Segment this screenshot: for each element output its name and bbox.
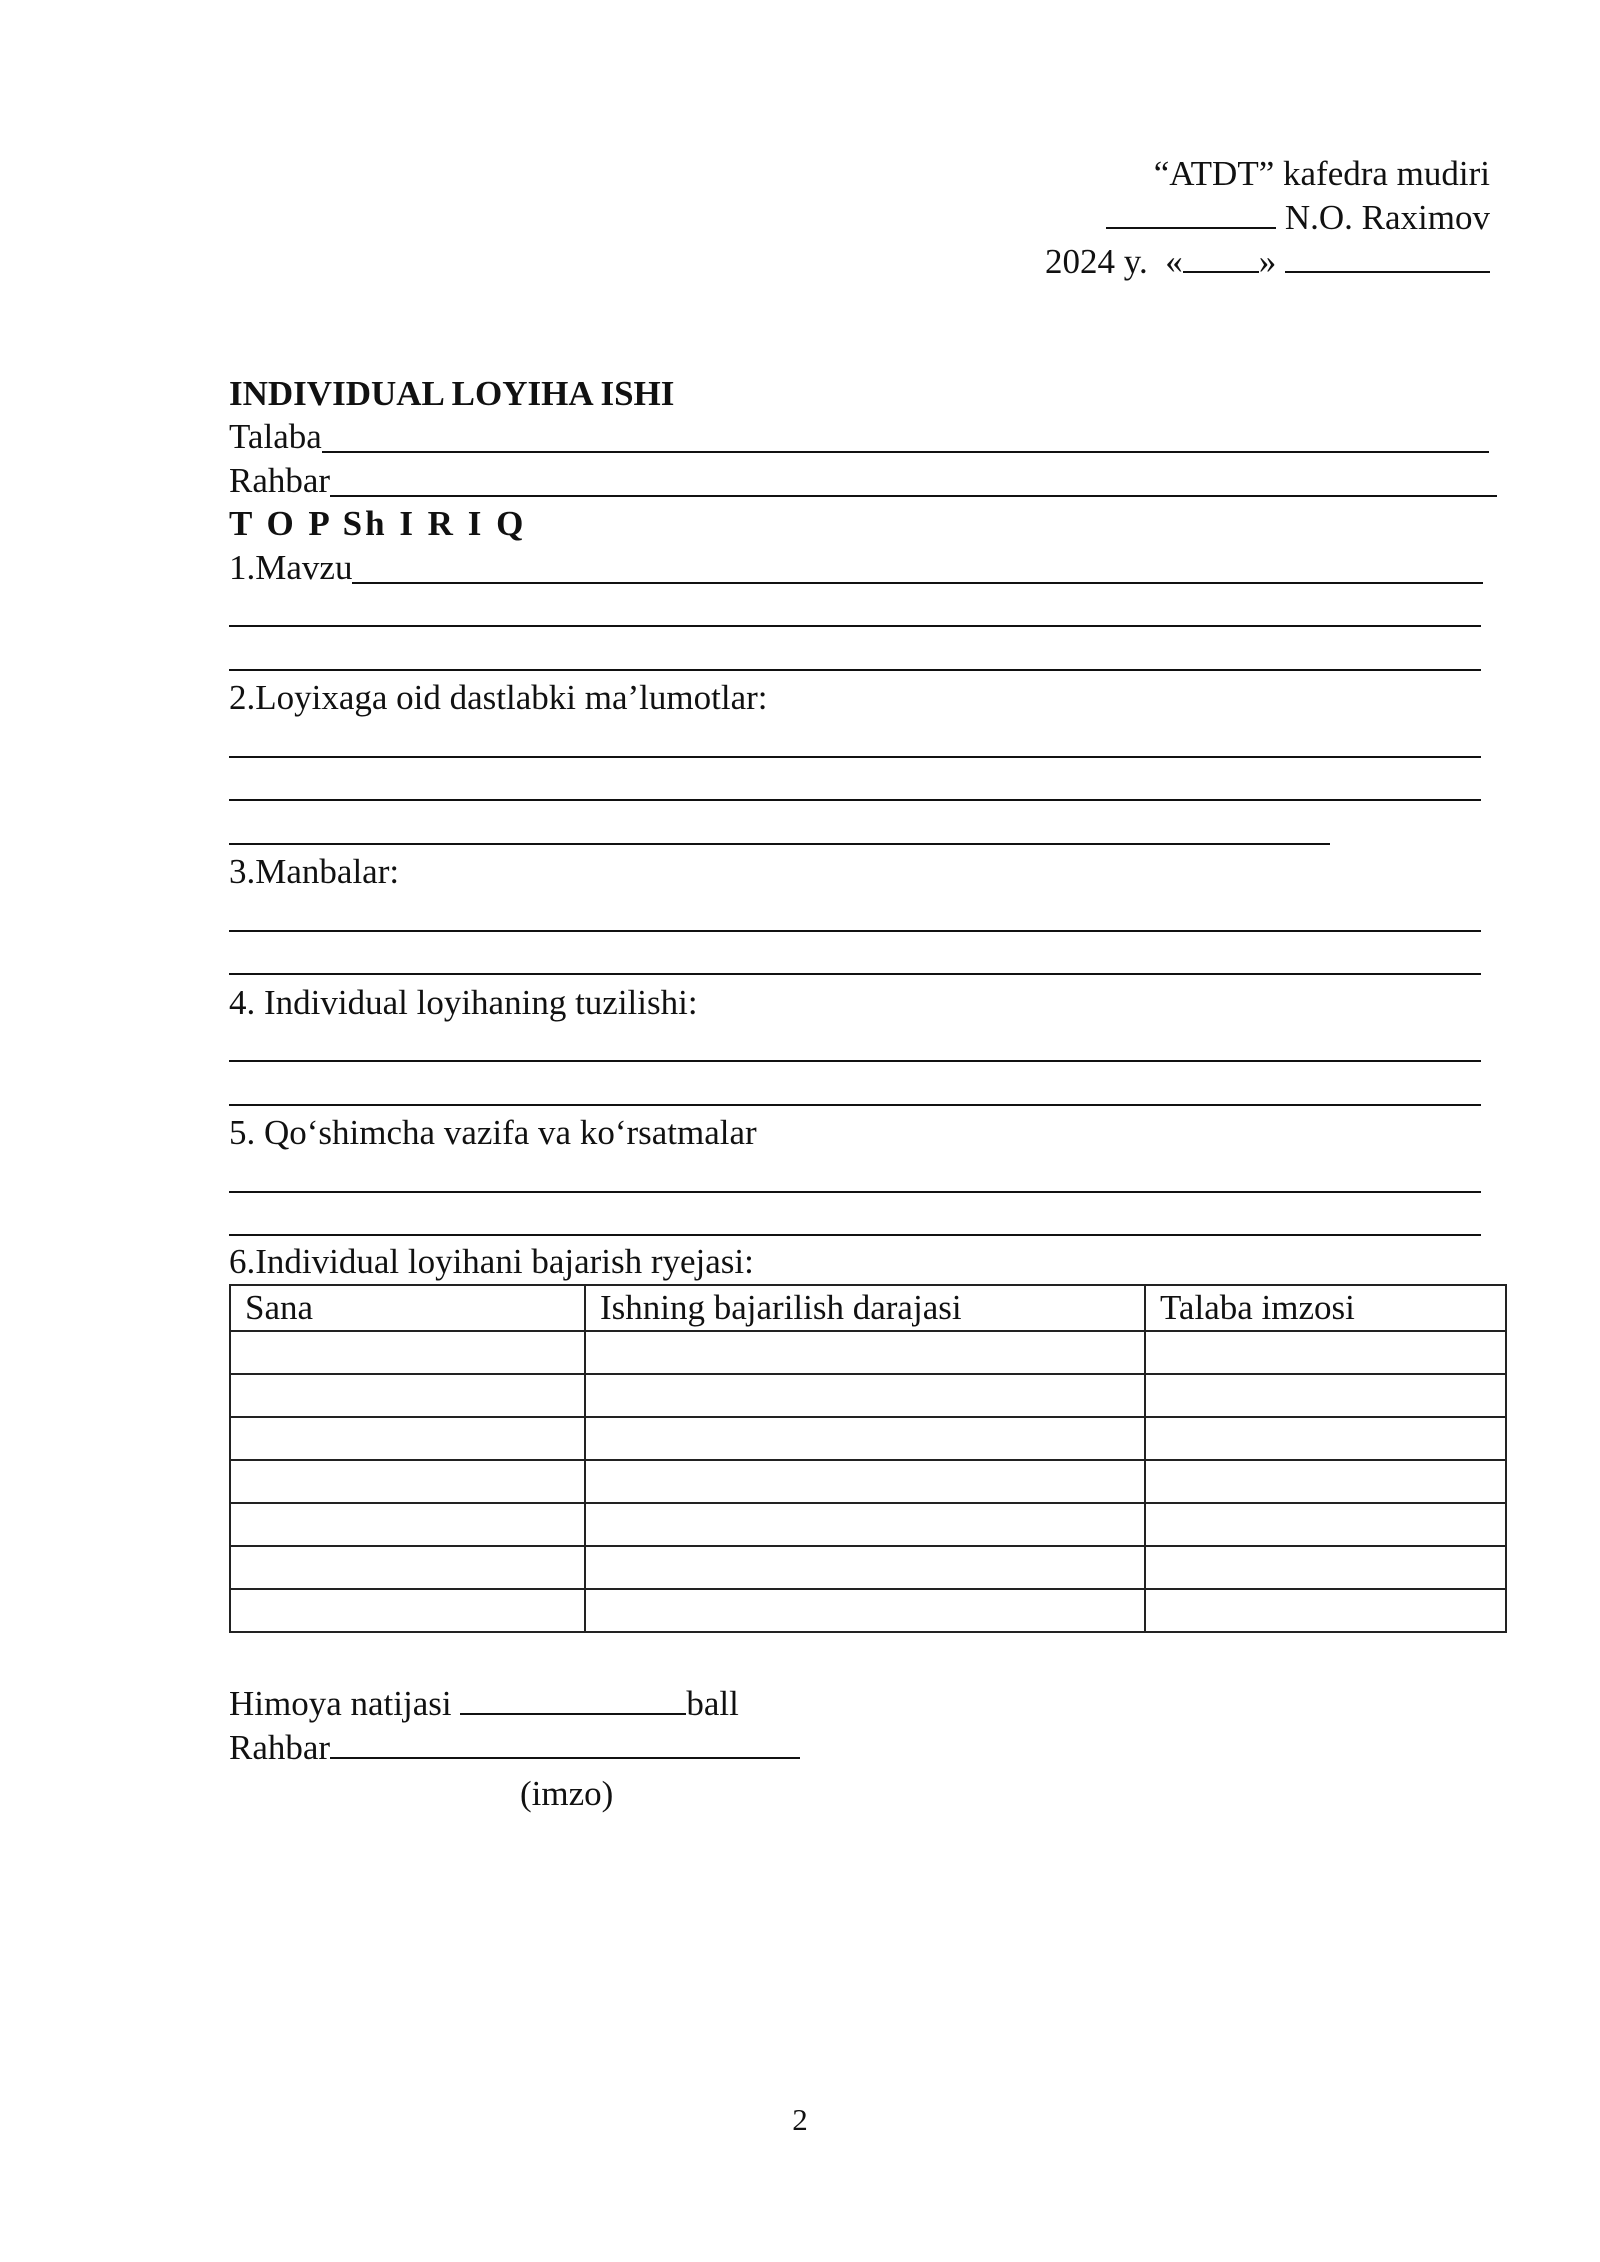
- date-cell[interactable]: [230, 1589, 585, 1632]
- topic-line-2[interactable]: [229, 590, 1509, 634]
- supervisor-row: [229, 459, 1509, 503]
- student-row: [229, 416, 1509, 460]
- topic-row: [229, 546, 1509, 590]
- day-blank[interactable]: [1183, 241, 1259, 273]
- date-cell[interactable]: [230, 1417, 585, 1460]
- approval-signature-line: [590, 196, 1490, 240]
- signature-blank[interactable]: [1106, 197, 1276, 229]
- table-row: [230, 1503, 1506, 1546]
- signature-cell[interactable]: [1145, 1460, 1506, 1503]
- extra-tasks-row: [229, 1112, 1509, 1156]
- initial-data-line-3[interactable]: [229, 807, 1509, 851]
- defense-signature-field[interactable]: [330, 1727, 800, 1759]
- quote-close: »: [1258, 242, 1277, 281]
- signature-cell[interactable]: [1145, 1331, 1506, 1374]
- table-row: [230, 1374, 1506, 1417]
- header-date: Sana: [230, 1285, 585, 1331]
- initial-data-line-2[interactable]: [229, 764, 1509, 808]
- signature-cell[interactable]: [1145, 1546, 1506, 1589]
- header-student-signature: Talaba imzosi: [1145, 1285, 1506, 1331]
- signature-cell[interactable]: [1145, 1503, 1506, 1546]
- month-blank[interactable]: [1285, 241, 1490, 273]
- form-body: [229, 372, 1509, 1633]
- defense-supervisor-line: [229, 1726, 800, 1770]
- initial-data-line-1[interactable]: [229, 720, 1509, 764]
- plan-table-header: [230, 1285, 1506, 1331]
- topic-line-3[interactable]: [229, 633, 1509, 677]
- extra-tasks-line-1[interactable]: [229, 1155, 1509, 1199]
- sources-label: 3.Manbalar:: [229, 852, 400, 891]
- signature-cell[interactable]: [1145, 1417, 1506, 1460]
- progress-cell[interactable]: [585, 1374, 1145, 1417]
- table-row: [230, 1460, 1506, 1503]
- student-field[interactable]: [322, 417, 1489, 453]
- table-row: [230, 1417, 1506, 1460]
- approval-year: 2024 y.: [1045, 242, 1148, 281]
- table-row: [230, 1589, 1506, 1632]
- progress-cell[interactable]: [585, 1546, 1145, 1589]
- progress-cell[interactable]: [585, 1417, 1145, 1460]
- form-title: INDIVIDUAL LOYIHA ISHI: [229, 373, 675, 413]
- student-label: Talaba: [229, 417, 322, 456]
- approval-date-line: [590, 240, 1490, 284]
- extra-tasks-line-2[interactable]: [229, 1199, 1509, 1243]
- approval-block: [590, 152, 1490, 284]
- supervisor-field[interactable]: [330, 461, 1497, 497]
- progress-cell[interactable]: [585, 1460, 1145, 1503]
- structure-label: 4. Individual loyihaning tuzilishi:: [229, 982, 698, 1022]
- quote-open: «: [1165, 242, 1183, 281]
- defense-result-line: [229, 1682, 800, 1726]
- date-cell[interactable]: [230, 1460, 585, 1503]
- date-cell[interactable]: [230, 1546, 585, 1589]
- approval-name: N.O. Raximov: [1284, 198, 1490, 237]
- initial-data-row: [229, 677, 1509, 721]
- structure-line-1[interactable]: [229, 1025, 1509, 1069]
- signature-caption: (imzo): [520, 1774, 614, 1813]
- progress-cell[interactable]: [585, 1589, 1145, 1632]
- progress-cell[interactable]: [585, 1503, 1145, 1546]
- topic-field[interactable]: [352, 548, 1483, 584]
- plan-table-body: [230, 1331, 1506, 1632]
- defense-result-label: Himoya natijasi: [229, 1684, 452, 1723]
- defense-score-field[interactable]: [460, 1683, 686, 1715]
- initial-data-label: 2.Loyixaga oid dastlabki ma’lumotlar:: [229, 678, 768, 717]
- defense-unit: ball: [686, 1684, 739, 1723]
- plan-row: [229, 1242, 1509, 1284]
- sources-line-2[interactable]: [229, 938, 1509, 982]
- plan-table: [229, 1284, 1507, 1633]
- table-row: [230, 1546, 1506, 1589]
- task-heading: T O P Sh I R I Q: [229, 504, 527, 543]
- header-progress: Ishning bajarilish darajasi: [585, 1285, 1145, 1331]
- topic-label: 1.Mavzu: [229, 547, 353, 587]
- structure-row: [229, 981, 1509, 1025]
- sources-line-1[interactable]: [229, 894, 1509, 938]
- progress-cell[interactable]: [585, 1331, 1145, 1374]
- page-number: 2: [792, 2102, 808, 2137]
- plan-label: 6.Individual loyihani bajarish ryejasi:: [229, 1242, 754, 1281]
- date-cell[interactable]: [230, 1503, 585, 1546]
- date-cell[interactable]: [230, 1374, 585, 1417]
- signature-cell[interactable]: [1145, 1374, 1506, 1417]
- sources-row: [229, 851, 1509, 895]
- extra-tasks-label: 5. Qo‘shimcha vazifa va ko‘rsatmalar: [229, 1113, 757, 1152]
- defense-supervisor-label: Rahbar: [229, 1728, 331, 1767]
- table-row: [230, 1331, 1506, 1374]
- defense-block: [229, 1682, 800, 1770]
- structure-line-2[interactable]: [229, 1068, 1509, 1112]
- supervisor-label: Rahbar: [229, 460, 331, 500]
- date-cell[interactable]: [230, 1331, 585, 1374]
- signature-cell[interactable]: [1145, 1589, 1506, 1632]
- approval-position: “ATDT” kafedra mudiri: [1153, 154, 1490, 193]
